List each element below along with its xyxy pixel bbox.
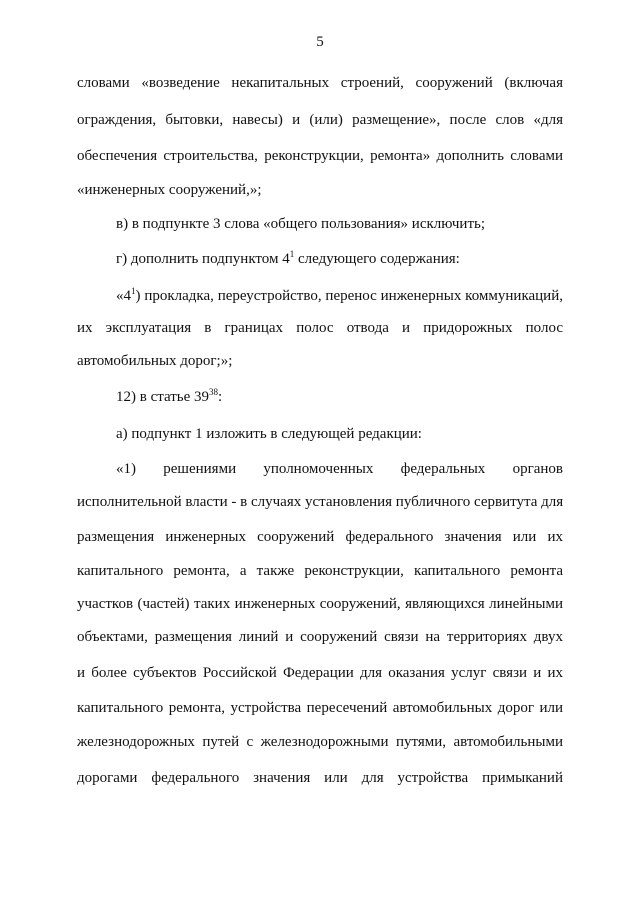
text-line: капитального ремонта, устройства пересечений автомобильных дорог или — [77, 700, 563, 716]
text-line-with-superscript — [116, 388, 563, 406]
text-line-with-superscript — [116, 250, 563, 268]
text-line: ограждения, бытовки, навесы) и (или) размещение», после слов «для — [77, 112, 563, 128]
text-fragment: : — [218, 389, 223, 405]
text-line: их эксплуатация в границах полос отвода и придорожных полос — [77, 320, 563, 336]
text-fragment: 12) в статье 39 — [116, 389, 210, 405]
text-line: объектами, размещения линий и сооружений связи на территориях двух — [77, 629, 563, 645]
text-line: железнодорожных путей с железнодорожными путями, автомобильными — [77, 734, 563, 750]
text-line-with-superscript — [116, 287, 563, 305]
text-line: и более субъектов Российской Федерации для оказания услуг связи и их — [77, 665, 563, 681]
text-line: дорогами федерального значения или для устройства примыканий — [77, 770, 563, 786]
superscript: 38 — [209, 387, 219, 397]
text-line: размещения инженерных сооружений федерального значения или их — [77, 529, 563, 545]
text-line: а) подпункт 1 изложить в следующей редакции: — [116, 426, 422, 442]
text-fragment: г) дополнить подпунктом 4 — [116, 251, 290, 267]
text-line: капитального ремонта, а также реконструкции, капитального ремонта — [77, 563, 563, 579]
text-fragment: «4 — [116, 288, 131, 304]
text-fragment: ) прокладка, переустройство, перенос инженерных коммуникаций, — [135, 288, 563, 304]
text-line: «инженерных сооружений,»; — [77, 182, 262, 198]
text-line: автомобильных дорог;»; — [77, 353, 233, 369]
superscript: 1 — [289, 249, 295, 259]
text-line: словами «возведение некапитальных строений, сооружений (включая — [77, 75, 563, 91]
page-number: 5 — [316, 34, 324, 50]
text-line: обеспечения строительства, реконструкции, ремонта» дополнить словами — [77, 148, 563, 164]
text-line: участков (частей) таких инженерных сооружений, являющихся линейными — [77, 596, 563, 612]
superscript: 1 — [131, 286, 136, 296]
text-line: «1) решениями уполномоченных федеральных органов — [116, 461, 563, 477]
text-line: исполнительной власти - в случаях установления публичного сервитута для — [77, 494, 564, 510]
text-fragment: следующего содержания: — [294, 251, 460, 267]
text-line: в) в подпункте 3 слова «общего пользования» исключить; — [116, 216, 486, 232]
